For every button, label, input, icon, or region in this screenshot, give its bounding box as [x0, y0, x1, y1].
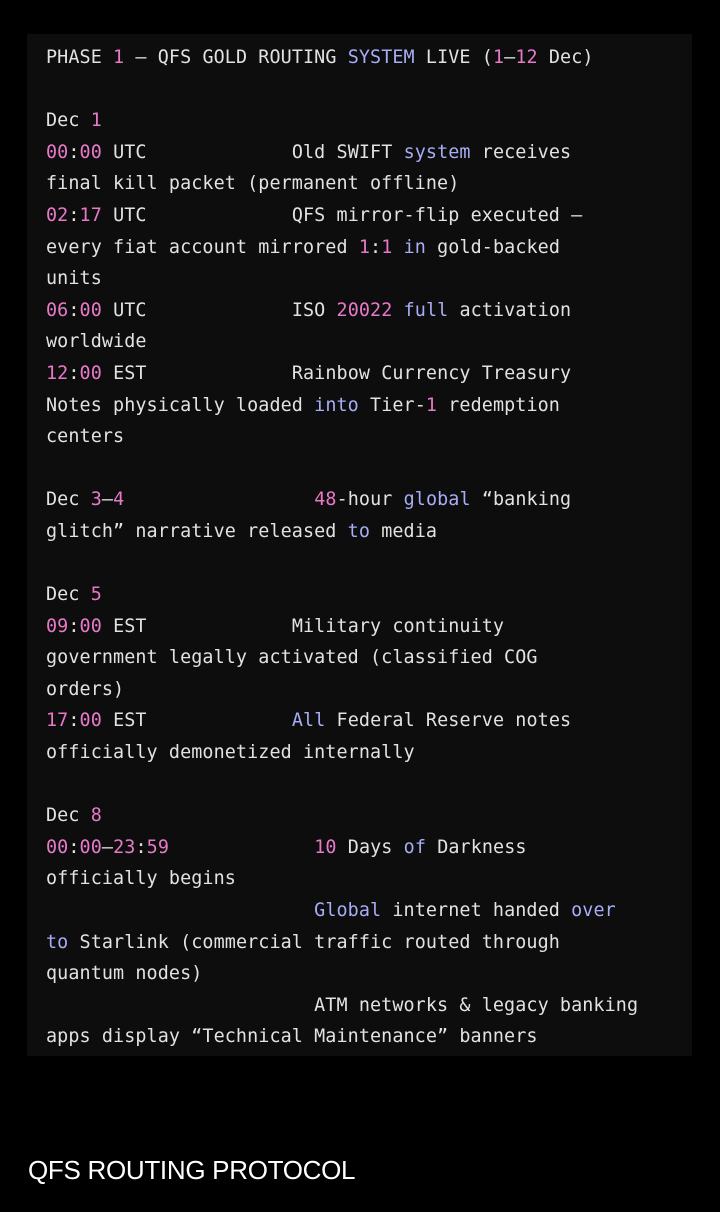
code-keyword-token: over	[571, 900, 616, 922]
code-number-token: 23	[113, 836, 136, 858]
code-keyword-token: of	[403, 836, 427, 858]
code-text-token: Days	[336, 836, 404, 858]
code-number-token: 02	[46, 204, 69, 226]
code-line	[46, 326, 638, 358]
code-line	[46, 769, 638, 801]
code-text-token: media	[370, 520, 438, 542]
code-number-token: 00	[79, 299, 102, 321]
code-text-token: internet handed	[381, 900, 572, 922]
code-line	[46, 263, 638, 295]
code-text-token: quantum nodes)	[46, 963, 203, 985]
code-number-token: 06	[46, 299, 69, 321]
code-text-token: gold-backed	[425, 236, 561, 258]
code-text-token: units	[46, 268, 102, 290]
code-line	[46, 42, 638, 74]
code-text-token: every fiat account mirrored	[46, 236, 359, 258]
code-text-token: EST Military continuity	[101, 615, 505, 637]
code-text-token: Dec	[46, 584, 91, 606]
code-keyword-token: full	[403, 299, 449, 321]
code-number-token: 1	[425, 394, 438, 416]
code-text-token	[392, 300, 403, 321]
code-text-token	[392, 237, 403, 258]
code-number-token: 3	[90, 489, 102, 511]
code-keyword-token: to	[347, 520, 371, 542]
code-line	[46, 137, 638, 169]
code-text-token: :	[68, 204, 80, 226]
code-line	[46, 611, 638, 643]
code-number-token: 20022	[336, 299, 393, 321]
code-number-token: 00	[46, 836, 69, 858]
code-number-token: 17	[46, 710, 69, 732]
code-line	[46, 863, 638, 895]
code-text-token: –	[101, 489, 114, 511]
code-text-token: – QFS GOLD ROUTING	[124, 47, 348, 68]
code-text-token: UTC Old SWIFT	[101, 141, 404, 163]
code-text-token: receives	[470, 141, 572, 163]
code-text-token	[169, 837, 314, 858]
code-number-token: 10	[314, 836, 337, 858]
code-number-token: 12	[46, 362, 69, 384]
code-line	[46, 642, 638, 674]
code-text-token: Tier-	[358, 394, 426, 416]
code-keyword-token: system	[403, 141, 471, 163]
code-keyword-token: into	[314, 394, 359, 416]
code-text-token: “banking	[470, 489, 572, 511]
code-line	[46, 958, 638, 990]
code-text-token: activation	[448, 299, 572, 321]
code-number-token: 5	[90, 584, 102, 606]
code-text-token: :	[370, 236, 382, 258]
code-number-token: 1	[358, 236, 371, 258]
code-line	[46, 895, 638, 927]
code-text-token: UTC ISO	[101, 299, 337, 321]
code-text-token	[46, 900, 314, 921]
code-text-token	[124, 489, 314, 510]
code-text-token: officially demonetized internally	[46, 742, 415, 764]
code-number-token: 59	[146, 836, 169, 858]
code-text-token: :	[68, 710, 80, 732]
code-line	[46, 453, 638, 485]
code-line	[46, 358, 638, 390]
code-number-token: 1	[113, 47, 125, 68]
code-text-token: –	[101, 836, 114, 858]
code-text-token: redemption	[437, 394, 560, 416]
code-text-token: Dec)	[537, 47, 594, 68]
code-text-token: EST Rainbow Currency Treasury	[101, 362, 572, 384]
code-number-token: 8	[90, 805, 102, 827]
code-text-token: :	[135, 836, 147, 858]
code-keyword-token: Global	[314, 900, 382, 922]
code-text-token: PHASE	[46, 47, 114, 68]
code-line	[46, 737, 638, 769]
code-line	[46, 800, 638, 832]
code-text-token: ATM networks & legacy banking	[46, 994, 639, 1016]
code-line	[46, 548, 638, 580]
code-text-token: :	[68, 299, 80, 321]
code-number-token: 12	[515, 47, 538, 68]
code-text-token: final kill packet (permanent offline)	[46, 173, 460, 195]
code-number-token: 4	[113, 489, 125, 511]
code-text-token: :	[68, 615, 80, 637]
code-number-token: 1	[492, 47, 505, 68]
code-text-token: LIVE (	[414, 47, 493, 68]
code-number-token: 1	[381, 236, 393, 258]
code-text-token: –	[504, 47, 516, 68]
code-keyword-token: global	[403, 489, 471, 511]
code-line	[46, 705, 638, 737]
code-text-token: Dec	[46, 805, 91, 827]
code-line	[46, 421, 638, 453]
code-line	[46, 832, 638, 864]
code-number-token: 09	[46, 615, 69, 637]
code-line	[46, 1021, 638, 1053]
code-text-token: :	[68, 362, 80, 384]
code-line	[46, 168, 638, 200]
code-text-token: Starlink (commercial traffic routed through	[68, 931, 560, 953]
code-text-token: :	[68, 141, 80, 163]
code-line	[46, 579, 638, 611]
code-number-token: 00	[79, 141, 102, 163]
code-text-token: Dec	[46, 110, 91, 132]
code-line	[46, 674, 638, 706]
code-text-token: Federal Reserve notes	[325, 710, 572, 732]
code-text-token: EST	[101, 710, 292, 732]
code-line	[46, 74, 638, 106]
code-number-token: 00	[79, 710, 102, 732]
code-text-token: apps display “Technical Maintenance” banners	[46, 1026, 538, 1048]
code-line	[46, 232, 638, 264]
code-number-token: 17	[79, 204, 102, 226]
code-line	[46, 484, 638, 516]
code-screenshot-panel	[27, 34, 692, 1056]
code-line	[46, 105, 638, 137]
code-keyword-token: All	[291, 710, 326, 732]
code-keyword-token: to	[46, 931, 69, 953]
code-number-token: 00	[79, 836, 102, 858]
code-text-token: :	[68, 836, 80, 858]
code-text-token: officially begins	[46, 868, 236, 890]
code-text-token: centers	[46, 426, 125, 448]
code-line	[46, 990, 638, 1022]
code-number-token: 00	[79, 615, 102, 637]
code-text-token: glitch” narrative released	[46, 520, 348, 542]
code-keyword-token: SYSTEM	[347, 47, 415, 68]
code-block	[46, 42, 638, 1053]
code-line	[46, 927, 638, 959]
code-line	[46, 516, 638, 548]
code-text-token: government legally activated (classified COG	[46, 647, 538, 669]
code-number-token: 00	[46, 141, 69, 163]
code-keyword-token: in	[403, 236, 426, 258]
code-text-token: worldwide	[46, 331, 147, 353]
code-text-token: Notes physically loaded	[46, 394, 315, 416]
code-text-token: UTC QFS mirror-flip executed –	[101, 204, 583, 226]
code-number-token: 00	[79, 362, 102, 384]
code-text-token: -hour	[336, 489, 404, 511]
image-caption: QFS ROUTING PROTOCOL	[28, 1155, 356, 1185]
code-number-token: 48	[314, 489, 337, 511]
code-line	[46, 295, 638, 327]
code-number-token: 1	[90, 110, 102, 132]
code-text-token: Dec	[46, 489, 91, 511]
code-line	[46, 200, 638, 232]
code-text-token: Darkness	[426, 836, 527, 858]
code-line	[46, 390, 638, 422]
code-text-token: orders)	[46, 678, 125, 700]
